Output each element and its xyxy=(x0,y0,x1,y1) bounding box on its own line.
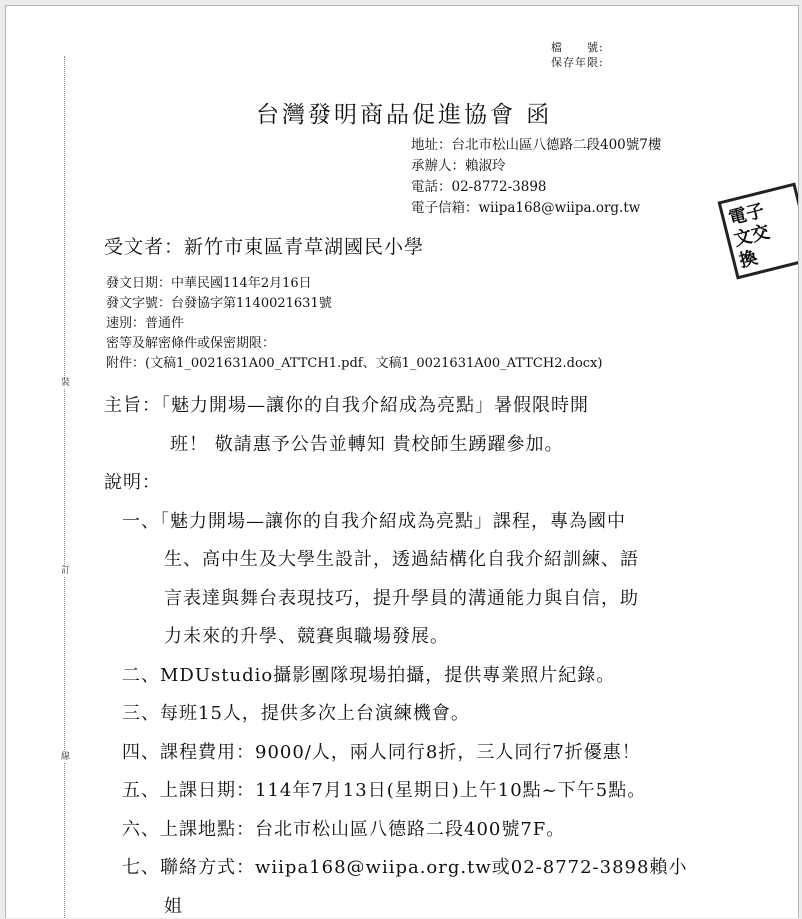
item-1-line-2: 生、高中生及大學生設計，透過結構化自我介紹訓練、語 xyxy=(164,549,639,570)
item-1-line-1: 一、「魅力開場—讓你的自我介紹成為亮點」課程，專為國中 xyxy=(122,510,626,532)
classification: 密等及解密條件或保密期限： xyxy=(106,336,276,351)
email: 電子信箱：wiipa168@wiipa.org.tw xyxy=(411,200,641,216)
issue-date: 發文日期：中華民國114年2月16日 xyxy=(106,276,312,291)
item-5: 五、上課日期：114年7月13日(星期日)上午10點~下午5點。 xyxy=(122,780,647,801)
item-1-line-4: 力未來的升學、競賽與職場發展。 xyxy=(164,626,449,647)
file-number-label: 檔 號: xyxy=(551,41,604,54)
electronic-exchange-seal: 電子 文交 換 xyxy=(718,183,799,280)
item-2: 二、MDUstudio攝影團隊現場拍攝，提供專業照片紀錄。 xyxy=(122,664,616,686)
retention-label: 保存年限: xyxy=(551,56,604,69)
issue-number: 發文字號：台發協字第1140021631號 xyxy=(106,296,332,311)
subject-line-1: 主旨：「魅力開場—讓你的自我介紹成為亮點」暑假限時開 xyxy=(104,395,589,416)
handler: 承辦人：賴淑玲 xyxy=(411,158,506,174)
document-body xyxy=(104,387,714,918)
item-7-line-2: 姐 xyxy=(164,895,183,917)
binding-mark-ding: 訂 xyxy=(61,566,71,576)
phone: 電話：02-8772-3898 xyxy=(411,179,547,195)
document-title: 台灣發明商品促進協會 函 xyxy=(256,102,553,128)
document-page xyxy=(5,5,799,918)
recipient: 受文者：新竹市東區青草湖國民小學 xyxy=(104,236,425,258)
contact-block xyxy=(411,135,661,219)
attachments-link[interactable]: 附件：(文稿1_0021631A00_ATTCH1.pdf、文稿1_0021631A00_ATTCH2.docx) xyxy=(106,356,603,371)
archive-meta xyxy=(551,40,604,70)
binding-line xyxy=(64,56,65,918)
item-4: 四、課程費用：9000/人，兩人同行8折，三人同行7折優惠！ xyxy=(122,741,641,763)
binding-mark-zhuang: 裝 xyxy=(61,378,71,388)
item-6: 六、上課地點：台北市松山區八德路二段400號7F。 xyxy=(122,818,566,840)
explanation-label: 說明： xyxy=(104,472,161,493)
speed: 速別：普通件 xyxy=(106,316,185,331)
subject-line-2: 班！ 敬請惠予公告並轉知 貴校師生踴躍參加。 xyxy=(170,433,564,455)
address: 地址：台北市松山區八德路二段400號7樓 xyxy=(411,137,662,153)
item-3: 三、每班15人，提供多次上台演練機會。 xyxy=(122,703,470,724)
binding-mark-xian: 線 xyxy=(61,752,71,762)
issue-info xyxy=(106,274,602,374)
item-1-line-3: 言表達與舞台表現技巧，提升學員的溝通能力與自信，助 xyxy=(164,587,639,609)
item-7-line-1: 七、聯絡方式：wiipa168@wiipa.org.tw或02-8772-3898賴小 xyxy=(122,857,688,878)
